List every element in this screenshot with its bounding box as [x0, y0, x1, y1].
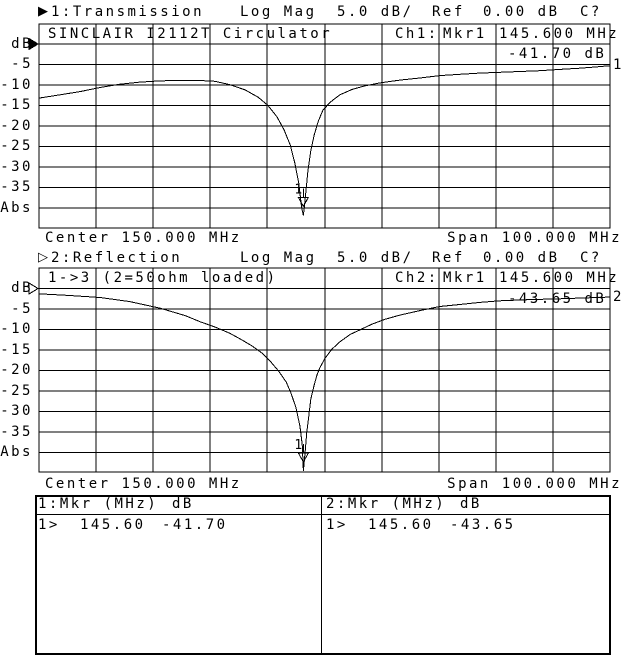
ch1-mkr-value: -41.70 dB — [508, 46, 607, 62]
ch1-ch-label: Ch1: — [395, 26, 439, 42]
ch1-ref-label: Ref — [432, 4, 465, 20]
marker-table-divider — [321, 497, 322, 653]
ch2-span-freq: Span 100.000 MHz — [447, 476, 622, 492]
ch1-tick: -25 — [0, 138, 33, 154]
ch2-tick: -5 — [11, 301, 33, 317]
ch2-tick: -35 — [0, 424, 33, 440]
marker-table-header-rule — [37, 514, 609, 515]
ch1-center-freq: Center 150.000 MHz — [45, 230, 242, 246]
ch2-axis-unit: dB — [11, 280, 33, 296]
ch1-tick: -5 — [11, 56, 33, 72]
ch1-mkr-label: Mkr1 — [443, 26, 487, 42]
ch2-mkr-value: -43.65 dB — [508, 291, 607, 307]
ch2-ref-value: 0.00 dB — [483, 250, 560, 266]
mkr-row-value-2: -43.65 — [450, 517, 516, 533]
ch1-trace-name: 1:Transmission — [51, 4, 205, 20]
ch2-ref-label: Ref — [432, 250, 465, 266]
mkr-table-header-2: 2:Mkr (MHz) — [326, 496, 447, 512]
ch1-trace-number: 1 — [613, 57, 624, 73]
ch1-cal-status: C? — [580, 4, 602, 20]
mkr-row-value-1: -41.70 — [162, 517, 228, 533]
ch2-center-freq: Center 150.000 MHz — [45, 476, 242, 492]
mkr-table-header-1: 1:Mkr (MHz) — [38, 496, 159, 512]
svg-text:1: 1 — [294, 438, 305, 453]
ch2-tick: -10 — [0, 321, 33, 337]
ch2-scale: 5.0 dB/ — [337, 250, 414, 266]
ch2-title-label: 1->3 (2=50ohm loaded) — [48, 270, 278, 286]
mkr-row-freq-2: 145.60 — [368, 517, 434, 533]
ch1-tick: -10 — [0, 77, 33, 93]
ch2-tick: -30 — [0, 403, 33, 419]
ch2-tick: -25 — [0, 383, 33, 399]
ch1-active-pointer-icon: ▶ — [38, 4, 48, 19]
ch2-mkr-freq: 145.600 MHz — [499, 270, 620, 286]
ch2-active-pointer-icon: ▷ — [38, 250, 48, 265]
mkr-table-unit-2: dB — [460, 496, 482, 512]
ch1-axis-bottom: Abs — [0, 200, 33, 216]
ch2-cal-status: C? — [580, 250, 602, 266]
ch1-tick: -30 — [0, 159, 33, 175]
mkr-row-freq-1: 145.60 — [80, 517, 146, 533]
mkr-table-unit-1: dB — [172, 496, 194, 512]
mkr-row-sel-2: 1> — [326, 517, 348, 533]
ch1-tick: -35 — [0, 179, 33, 195]
ch2-format: Log Mag — [240, 250, 317, 266]
ch1-format: Log Mag — [240, 4, 317, 20]
ch2-trace-number: 2 — [613, 289, 624, 305]
mkr-row-sel-1: 1> — [38, 517, 60, 533]
ch2-mkr-label: Mkr1 — [443, 270, 487, 286]
ch1-tick: -20 — [0, 118, 33, 134]
ch2-trace-name: 2:Reflection — [51, 250, 183, 266]
ch1-axis-unit: dB — [11, 36, 33, 52]
ch1-span-freq: Span 100.000 MHz — [447, 230, 622, 246]
ch1-scale: 5.0 dB/ — [337, 4, 414, 20]
ch2-tick: -15 — [0, 342, 33, 358]
ch2-axis-bottom: Abs — [0, 444, 33, 460]
ch1-ref-value: 0.00 dB — [483, 4, 560, 20]
ch1-title-label: SINCLAIR I2112T Circulator — [48, 26, 333, 42]
svg-text:1: 1 — [294, 182, 305, 198]
ch1-mkr-freq: 145.600 MHz — [499, 26, 620, 42]
ch1-tick: -15 — [0, 97, 33, 113]
ch2-tick: -20 — [0, 362, 33, 378]
ch2-ch-label: Ch2: — [395, 270, 439, 286]
